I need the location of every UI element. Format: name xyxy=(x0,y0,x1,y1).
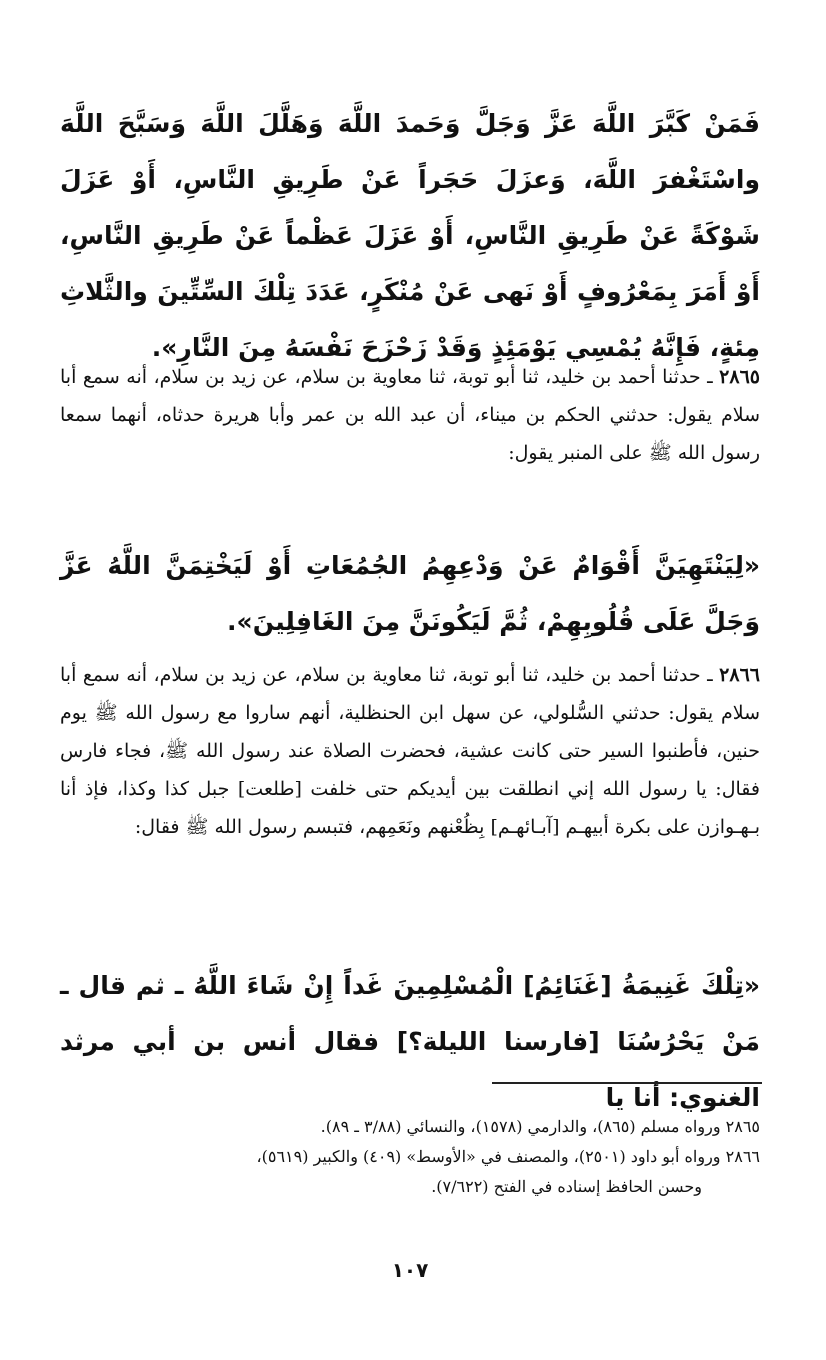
footnote-2865: ٢٨٦٥ ورواه مسلم (٨٦٥)، والدارمي (١٥٧٨)، والنسائي (٣/٨٨ ـ ٨٩). xyxy=(320,1117,760,1136)
hadith-2866-matn-text: «تِلْكَ غَنِيمَةُ [غَنَائِمُ] الْمُسْلِمِينَ غَداً إِنْ شَاءَ اللَّهُ ـ ثم قال ـ مَنْ يَحْرُسُنَا [فارسنا الليلة؟] فقال أنس بن أبي مرثد الغنوي: أنا يا xyxy=(60,971,760,1112)
hadith-2865-matn xyxy=(60,538,760,650)
footnote-2866-continued: وحسن الحافظ إسناده في الفتح (٧/٦٢٢). xyxy=(431,1177,702,1196)
hadith-number-2865: ٢٨٦٥ xyxy=(719,366,760,388)
hadith-2865-isnad xyxy=(60,358,760,472)
hadith-2866-isnad-text: ـ حدثنا أحمد بن خليد، ثنا أبو توبة، ثنا معاوية بن سلام، عن زيد بن سلام، أنه سمع أبا سلام يقول: حدثني السُّلولي، عن سهل ابن الحنظلية، أنهم ساروا مع رسول الله ﷺ يوم حنين، فأطنبوا السير حتى كانت عشية، فحضرت الصلاة عند رسول الله ﷺ، فجاء فارس فقال: يا رسول الله إني انطلقت بين أيديكم حتى خلفت [طلعت] جبل كذا وكذا، فإذ أنا بـهـوازن على بكرة أبيهـم [آبـائهـم] بِظُعْنهم ونَعَمِهم، فتبسم رسول الله ﷺ فقال: xyxy=(60,664,760,838)
footnote-2866: ٢٨٦٦ ورواه أبو داود (٢٥٠١)، والمصنف في «الأوسط» (٤٠٩) والكبير (٥٦١٩)، xyxy=(256,1147,760,1166)
hadith-2866-isnad xyxy=(60,656,760,846)
hadith-2865-isnad-text: ـ حدثنا أحمد بن خليد، ثنا أبو توبة، ثنا معاوية بن سلام، عن زيد بن سلام، أنه سمع أبا سلام يقول: حدثني الحكم بن ميناء، أن عبد الله بن عمر وأبا هريرة حدثاه، أنهما سمعا رسول الله ﷺ على المنبر يقول: xyxy=(60,366,760,464)
footnotes-section xyxy=(60,1112,760,1202)
hadith-number-2866: ٢٨٦٦ xyxy=(719,664,760,686)
continuation-paragraph: فَمَنْ كَبَّرَ اللَّهَ عَزَّ وَجَلَّ وَحَمدَ اللَّهَ وَهَلَّلَ اللَّهَ وَسَبَّحَ اللَّهَ واسْتَغْفرَ اللَّهَ، وَعزَلَ حَجَراً عَنْ طَرِيقِ النَّاسِ، أَوْ عَزَلَ شَوْكَةً عَنْ طَرِيقِ النَّاسِ، أَوْ عَزَلَ عَظْماً عَنْ طَرِيقِ النَّاسِ، أَوْ أَمَرَ بِمَعْرُوفٍ أَوْ نَهى عَنْ مُنْكَرٍ، عَدَدَ تِلْكَ السِّتِّينَ والثَّلاثِ مِئةٍ، فَإِنَّهُ يُمْسِي يَوْمَئِذٍ وَقَدْ زَحْزَحَ نَفْسَهُ مِنَ النَّارِ». xyxy=(60,109,760,362)
page-number: ١٠٧ xyxy=(391,1258,429,1282)
hadith-2866-matn xyxy=(60,958,760,1126)
hadith-2865-matn-text: «لِيَنْتَهِيَنَّ أَقْوَامٌ عَنْ وَدْعِهِمُ الجُمُعَاتِ أَوْ لَيَخْتِمَنَّ اللَّهُ عَزَّ وَجَلَّ عَلَى قُلُوبِهِمْ، ثُمَّ لَيَكُونَنَّ مِنَ الغَافِلِينَ». xyxy=(60,551,760,636)
footnote-divider xyxy=(492,1082,762,1084)
hadith-continuation-text xyxy=(60,96,760,376)
